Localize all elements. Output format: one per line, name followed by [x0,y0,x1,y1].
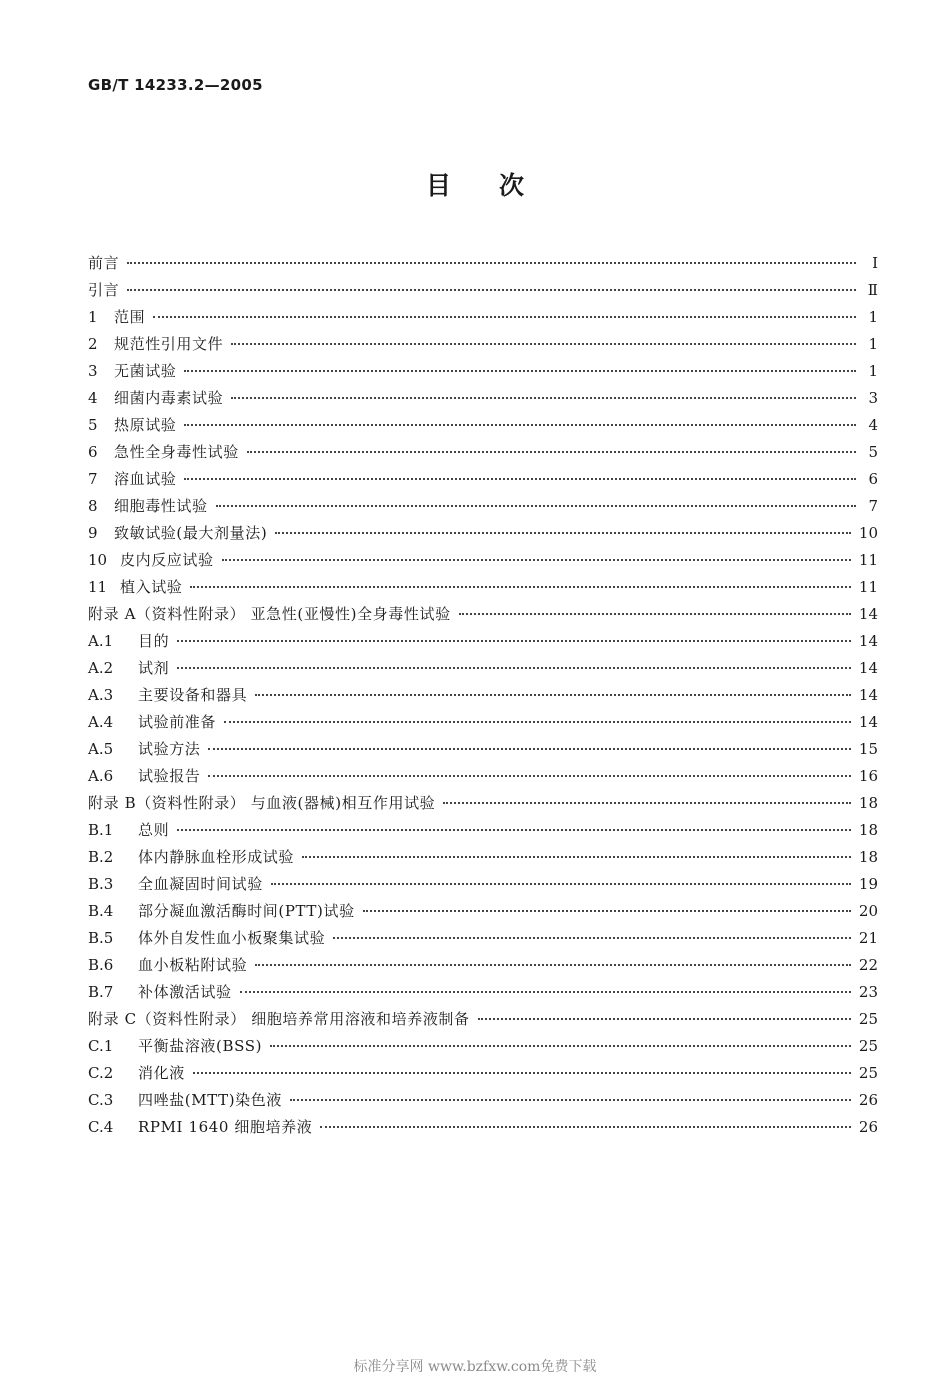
toc-dot-leader [208,774,851,777]
toc-entry-page: 26 [858,1091,878,1109]
toc-entry-label: 热原试验 [114,416,177,434]
toc-entry-page: 14 [858,632,878,650]
toc-entry[interactable] [88,817,878,844]
toc-entry[interactable] [88,1060,878,1087]
toc-dot-leader [275,531,851,534]
toc-entry-number: 3 [88,362,98,380]
toc-entry[interactable] [88,358,878,385]
toc-dot-leader [184,369,856,372]
toc-entry-number: A.6 [88,767,114,785]
toc-entry-page: 18 [858,794,878,812]
toc-dot-leader [290,1098,851,1101]
toc-entry-page: 16 [858,767,878,785]
toc-entry-page: 4 [868,416,878,434]
toc-entry[interactable] [88,601,878,628]
toc-dot-leader [127,261,856,264]
toc-entry[interactable] [88,250,878,277]
toc-dot-leader [255,963,851,966]
toc-entry-page: 25 [858,1010,878,1028]
toc-entry[interactable] [88,898,878,925]
toc-entry-page: 14 [858,686,878,704]
toc-dot-leader [255,693,851,696]
toc-entry-number: B.1 [88,821,114,839]
toc-entry[interactable] [88,1033,878,1060]
toc-entry-number: A.5 [88,740,114,758]
toc-entry-label: 平衡盐溶液(BSS) [138,1037,263,1055]
toc-entry-label: 皮内反应试验 [120,551,214,569]
toc-dot-leader [231,396,856,399]
toc-entry-label: 血小板粘附试验 [138,956,248,974]
toc-entry-label: 体外自发性血小板聚集试验 [138,929,326,947]
toc-entry-number: A.4 [88,713,114,731]
toc-entry-number: B.4 [88,902,114,920]
toc-entry[interactable] [88,520,878,547]
toc-entry-number: 1 [88,308,98,326]
toc-entry[interactable] [88,412,878,439]
footer-watermark: 标准分享网 www.bzfxw.com免费下载 [353,1359,597,1375]
toc-entry-label: 无菌试验 [114,362,177,380]
toc-entry-number: B.5 [88,929,114,947]
toc-entry-page: 26 [858,1118,878,1136]
page-title: 目次 [425,171,572,200]
toc-entry-label: 引言 [88,281,120,299]
toc-entry-label: 体内静脉血栓形成试验 [138,848,295,866]
toc-entry-page: 22 [858,956,878,974]
standard-code: GB/T 14233.2—2005 [88,76,263,94]
toc-entry-page: 11 [858,551,878,569]
toc-entry-label: 附录 B（资料性附录） 与血液(器械)相互作用试验 [88,794,436,812]
toc-entry-label: 全血凝固时间试验 [138,875,263,893]
toc-entry-label: 规范性引用文件 [114,335,224,353]
toc-dot-leader [459,612,851,615]
toc-entry[interactable] [88,547,878,574]
toc-dot-leader [363,909,851,912]
toc-entry-label: 范围 [114,308,146,326]
toc-entry-number: 5 [88,416,98,434]
toc-entry-number: 8 [88,497,98,515]
toc-entry-page: Ⅱ [867,281,878,299]
toc-dot-leader [443,801,851,804]
toc-entry[interactable] [88,304,878,331]
toc-entry[interactable] [88,925,878,952]
toc-dot-leader [224,720,851,723]
toc-entry-label: RPMI 1640 细胞培养液 [138,1118,313,1136]
toc-entry-page: 5 [868,443,878,461]
toc-entry-label: 附录 C（资料性附录） 细胞培养常用溶液和培养液制备 [88,1010,470,1028]
toc-entry[interactable] [88,493,878,520]
toc-entry-label: 总则 [138,821,170,839]
toc-entry[interactable] [88,385,878,412]
toc-entry-page: 6 [868,470,878,488]
toc-entry-number: C.2 [88,1064,114,1082]
toc-entry-page: 7 [868,497,878,515]
toc-entry-number: A.2 [88,659,114,677]
toc-entry-number: 10 [88,551,108,569]
toc-entry-page: 1 [868,362,878,380]
toc-dot-leader [216,504,856,507]
toc-dot-leader [184,477,856,480]
toc-entry-label: 补体激活试验 [138,983,232,1001]
toc-entry[interactable] [88,277,878,304]
toc-entry[interactable] [88,979,878,1006]
toc-entry-label: 细胞毒性试验 [114,497,208,515]
toc-entry[interactable] [88,466,878,493]
toc-dot-leader [184,423,856,426]
toc-entry-label: 试剂 [138,659,170,677]
toc-entry[interactable] [88,1114,878,1141]
toc-entry[interactable] [88,871,878,898]
toc-dot-leader [231,342,856,345]
toc-dot-leader [190,585,851,588]
toc-entry-page: 14 [858,659,878,677]
toc-dot-leader [333,936,851,939]
toc-dot-leader [208,747,851,750]
toc-entry[interactable] [88,1006,878,1033]
toc-entry-label: 主要设备和器具 [138,686,248,704]
toc-dot-leader [247,450,856,453]
toc-entry-page: 20 [858,902,878,920]
toc-entry-page: 21 [858,929,878,947]
toc-entry-label: 试验方法 [138,740,201,758]
toc-entry-number: C.3 [88,1091,114,1109]
toc-entry-number: A.1 [88,632,114,650]
toc-entry-page: 18 [858,848,878,866]
toc-entry-number: B.3 [88,875,114,893]
toc-entry[interactable] [88,628,878,655]
toc-entry-number: 4 [88,389,98,407]
toc-entry-number: B.6 [88,956,114,974]
toc-entry[interactable] [88,574,878,601]
toc-dot-leader [270,1044,851,1047]
toc-entry-page: 15 [858,740,878,758]
toc-entry-number: B.2 [88,848,114,866]
toc-entry[interactable] [88,763,878,790]
toc-entry-label: 急性全身毒性试验 [114,443,239,461]
toc-entry-label: 溶血试验 [114,470,177,488]
toc-entry-page: 3 [868,389,878,407]
toc-dot-leader [240,990,851,993]
toc-entry-number: 6 [88,443,98,461]
toc-entry-page: 1 [868,335,878,353]
toc-entry-label: 前言 [88,254,120,272]
toc-entry-label: 细菌内毒素试验 [114,389,224,407]
toc-entry[interactable] [88,952,878,979]
toc-entry-number: C.4 [88,1118,114,1136]
toc-entry-number: A.3 [88,686,114,704]
toc-dot-leader [478,1017,851,1020]
toc-dot-leader [193,1071,851,1074]
toc-entry[interactable] [88,655,878,682]
toc-entry-page: 18 [858,821,878,839]
toc-entry[interactable] [88,844,878,871]
toc-entry-number: 7 [88,470,98,488]
toc-entry-page: 25 [858,1037,878,1055]
toc-entry-label: 植入试验 [120,578,183,596]
toc-entry-page: 25 [858,1064,878,1082]
toc-entry-number: C.1 [88,1037,114,1055]
toc-entry[interactable] [88,1087,878,1114]
toc-entry-number: 2 [88,335,98,353]
toc-dot-leader [177,639,851,642]
toc-entry-label: 致敏试验(最大剂量法) [114,524,268,542]
toc-entry-page: 1 [868,308,878,326]
toc-entry-label: 试验前准备 [138,713,217,731]
toc-entry-label: 试验报告 [138,767,201,785]
toc-entry-page: 19 [858,875,878,893]
toc-dot-leader [177,828,851,831]
toc-entry[interactable] [88,736,878,763]
toc-entry-page: 14 [858,713,878,731]
toc-dot-leader [153,315,856,318]
toc-dot-leader [320,1125,851,1128]
toc-entry-number: B.7 [88,983,114,1001]
toc-dot-leader [127,288,856,291]
table-of-contents [88,250,878,1141]
toc-entry-label: 四唑盐(MTT)染色液 [138,1091,282,1109]
toc-entry-label: 消化液 [138,1064,185,1082]
toc-entry-label: 部分凝血激活酶时间(PTT)试验 [138,902,355,920]
toc-entry-page: 14 [858,605,878,623]
toc-entry-page: I [872,254,878,272]
toc-entry-number: 9 [88,524,98,542]
toc-entry[interactable] [88,790,878,817]
toc-entry-label: 目的 [138,632,170,650]
toc-entry[interactable] [88,439,878,466]
toc-entry-page: 10 [858,524,878,542]
toc-entry-number: 11 [88,578,108,596]
toc-entry-page: 11 [858,578,878,596]
toc-dot-leader [222,558,851,561]
toc-entry[interactable] [88,682,878,709]
toc-dot-leader [177,666,851,669]
toc-entry-page: 23 [858,983,878,1001]
toc-entry[interactable] [88,709,878,736]
toc-entry[interactable] [88,331,878,358]
toc-dot-leader [271,882,851,885]
toc-dot-leader [302,855,851,858]
toc-entry-label: 附录 A（资料性附录） 亚急性(亚慢性)全身毒性试验 [88,605,451,623]
